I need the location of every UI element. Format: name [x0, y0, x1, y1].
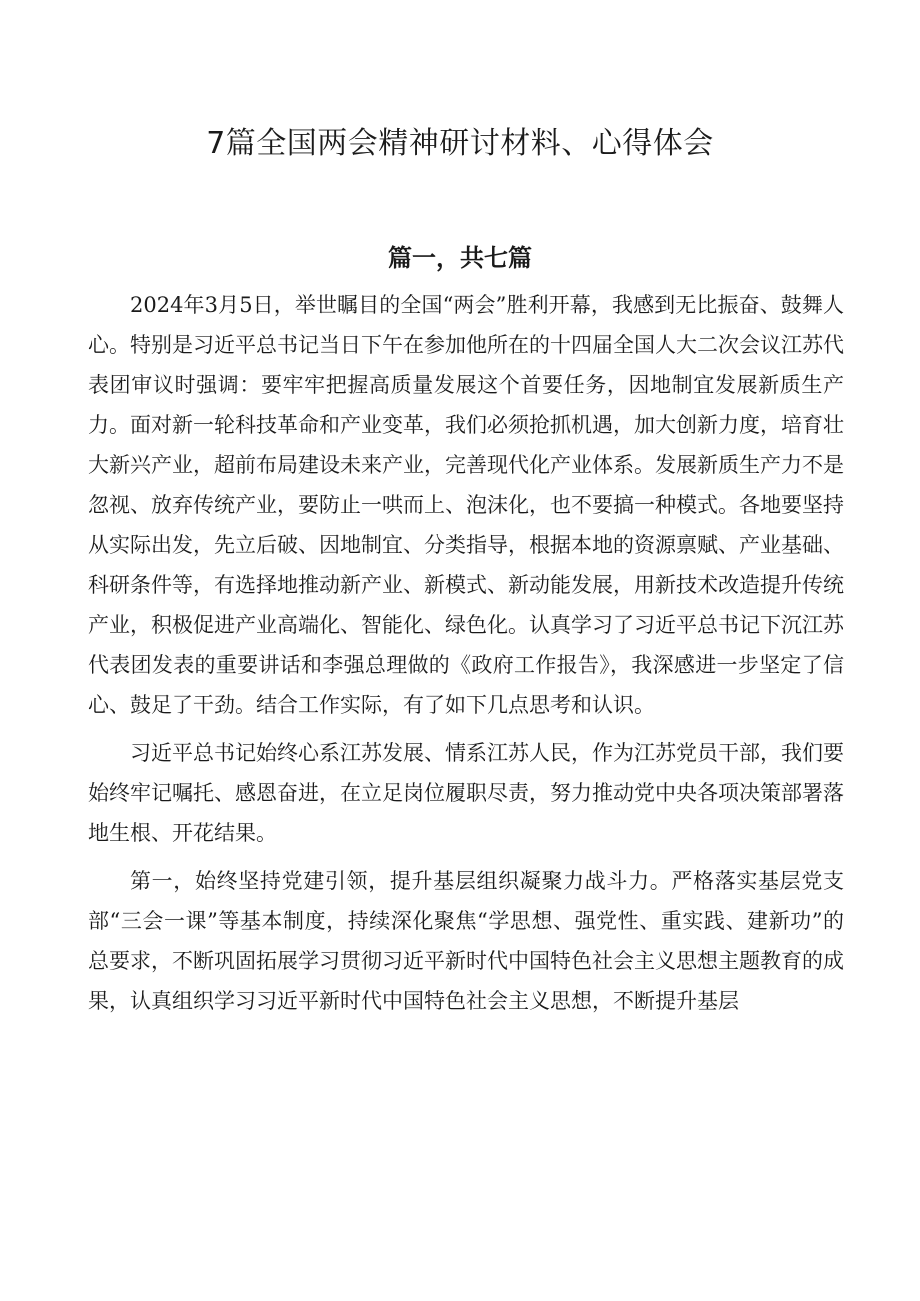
- document-title: 7篇全国两会精神研讨材料、心得体会: [206, 126, 714, 161]
- paragraph-2: 习近平总书记始终心系江苏发展、情系江苏人民，作为江苏党员干部，我们要始终牢记嘱托、感恩奋进，在立足岗位履职尽责，努力推动党中央各项决策部署落地生根、开花结果。: [88, 741, 844, 845]
- paragraph-1: 2024年3月5日，举世瞩目的全国“两会”胜利开幕，我感到无比振奋、鼓舞人心。特别是习近平总书记当日下午在参加他所在的十四届全国人大二次会议江苏代表团审议时强调：要牢牢把握高质量发展这个首要任务，因地制宜发展新质生产力。面对新一轮科技革命和产业变革，我们必须抢抓机遇，加大创新力度，培育壮大新兴产业，超前布局建设未来产业，完善现代化产业体系。发展新质生产力不是忽视、放弃传统产业，要防止一哄而上、泡沫化，也不要搞一种模式。各地要坚持从实际出发，先立后破、因地制宜、分类指导，根据本地的资源禀赋、产业基础、科研条件等，有选择地推动新产业、新模式、新动能发展，用新技术改造提升传统产业，积极促进产业高端化、智能化、绿色化。认真学习了习近平总书记下沉江苏代表团发表的重要讲话和李强总理做的《政府工作报告》，我深感进一步坚定了信心、鼓足了干劲。结合工作实际，有了如下几点思考和认识。: [88, 293, 844, 717]
- section-heading: 篇一，共七篇: [388, 243, 532, 272]
- document-body: [88, 285, 844, 1029]
- paragraph-3: 第一，始终坚持党建引领，提升基层组织凝聚力战斗力。严格落实基层党支部“三会一课”等基本制度，持续深化聚焦“学思想、强党性、重实践、建新功”的总要求，不断巩固拓展学习贯彻习近平新时代中国特色社会主义思想主题教育的成果，认真组织学习习近平新时代中国特色社会主义思想，不断提升基层: [88, 869, 844, 1013]
